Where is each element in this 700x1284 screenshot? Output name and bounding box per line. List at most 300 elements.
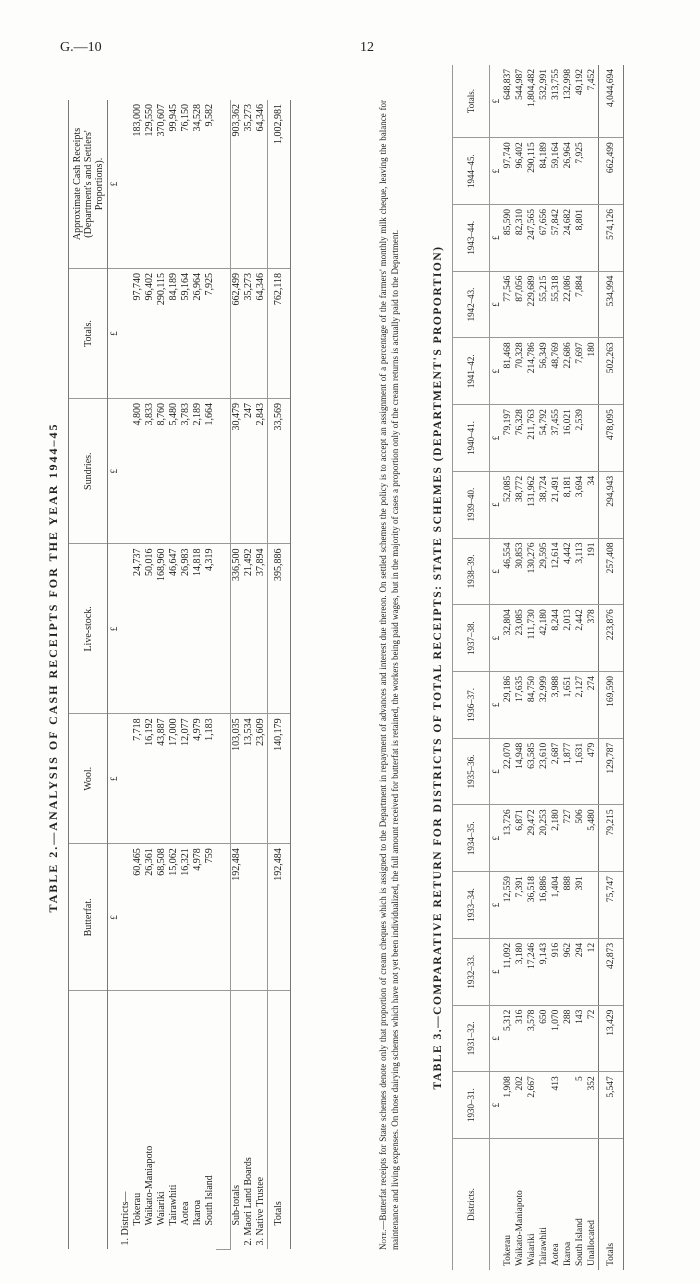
value-cell: 4,979 [192, 714, 204, 844]
group-row [120, 100, 132, 1250]
value-cell: 168,960 [156, 544, 168, 714]
value-cell: 111,730 [526, 605, 538, 672]
column-header [69, 991, 108, 1250]
blank-cell [120, 269, 132, 399]
value-cell: 14,818 [192, 544, 204, 714]
value-cell: 14,948 [514, 738, 526, 805]
value-cell: 17,635 [514, 671, 526, 738]
value-cell: 3,988 [550, 671, 562, 738]
value-cell: 22,086 [562, 271, 574, 338]
column-header: Butterfat. [69, 844, 108, 991]
value-cell: 378 [586, 605, 599, 672]
value-cell: 37,894 [255, 544, 268, 714]
value-cell: 2,189 [192, 398, 204, 544]
value-cell: 395,886 [268, 544, 291, 714]
value-cell: 34,528 [192, 100, 204, 269]
value-cell: 82,310 [514, 204, 526, 271]
value-cell: 43,887 [156, 714, 168, 844]
pound-sign: £ [108, 100, 121, 269]
value-cell: 103,035 [231, 714, 244, 844]
value-cell: 888 [562, 872, 574, 939]
column-header: 1931–32. [453, 1005, 490, 1072]
value-cell: 75,747 [599, 872, 624, 939]
district-label: Waikato-Maniapoto [144, 1145, 155, 1226]
table-row [156, 100, 168, 1250]
table-row [574, 65, 586, 1270]
pound-sign: £ [490, 805, 503, 872]
pound-sign: £ [490, 65, 503, 138]
value-cell: 24,737 [132, 544, 144, 714]
district-label: Waikato-Maniapoto [515, 1190, 525, 1266]
value-cell: 352 [586, 1072, 599, 1139]
value-cell: 3,113 [574, 538, 586, 605]
value-cell: 52,085 [502, 471, 514, 538]
column-header: 1938–39. [453, 538, 490, 605]
value-cell: 229,689 [526, 271, 538, 338]
table-row [243, 100, 255, 1250]
column-header: 1941–42. [453, 338, 490, 405]
table-row [180, 100, 192, 1250]
value-cell: 534,994 [599, 271, 624, 338]
district-label: South Island [575, 1218, 585, 1266]
value-cell: 3,578 [526, 1005, 538, 1072]
value-cell: 24,682 [562, 204, 574, 271]
table-row [132, 100, 144, 1250]
note-label: Note. [378, 1229, 388, 1250]
value-cell: 38,772 [514, 471, 526, 538]
value-cell: 762,118 [268, 269, 291, 399]
pound-sign: £ [490, 872, 503, 939]
table-row [562, 65, 574, 1270]
value-cell: 336,500 [231, 544, 244, 714]
value-cell: 140,179 [268, 714, 291, 844]
table2-title: TABLE 2.—ANALYSIS OF CASH RECEIPTS FOR THE YEAR 1944–45 [46, 422, 60, 913]
value-cell: 60,465 [132, 844, 144, 991]
value-cell: 247,565 [526, 204, 538, 271]
value-cell: 54,792 [538, 405, 550, 472]
value-cell: 46,647 [168, 544, 180, 714]
value-cell: 49,192 [574, 65, 586, 138]
table-row [204, 100, 216, 1250]
value-cell: 662,499 [231, 269, 244, 399]
value-cell: 77,546 [502, 271, 514, 338]
value-cell: 290,115 [156, 269, 168, 399]
value-cell: 288 [562, 1005, 574, 1072]
column-header: 1934–35. [453, 805, 490, 872]
value-cell: 16,321 [180, 844, 192, 991]
totals-label: Totals [599, 1139, 624, 1271]
blank-cell [216, 544, 231, 714]
value-cell: 84,189 [538, 138, 550, 205]
district-label: Tairawhiti [168, 1184, 179, 1226]
value-cell: 1,631 [574, 738, 586, 805]
value-cell: 727 [562, 805, 574, 872]
blank-cell [120, 714, 132, 844]
pound-sign: £ [108, 398, 121, 544]
value-cell: 1,664 [204, 398, 216, 544]
value-cell: 183,000 [132, 100, 144, 269]
value-cell: 38,724 [538, 471, 550, 538]
pound-sign: £ [490, 1005, 503, 1072]
value-cell: 29,472 [526, 805, 538, 872]
value-cell: 7,925 [204, 269, 216, 399]
value-cell: 99,945 [168, 100, 180, 269]
value-cell: 4,442 [562, 538, 574, 605]
value-cell: 26,964 [192, 269, 204, 399]
butterfat-note [377, 100, 401, 1250]
value-cell: 8,244 [550, 605, 562, 672]
value-cell: 192,484 [268, 844, 291, 991]
value-cell: 903,362 [231, 100, 244, 269]
pound-sign: £ [490, 471, 503, 538]
value-cell: 211,763 [526, 405, 538, 472]
value-cell: 1,908 [502, 1072, 514, 1139]
blank-cell [216, 269, 231, 399]
value-cell: 1,183 [204, 714, 216, 844]
value-cell: 84,189 [168, 269, 180, 399]
value-cell: 97,740 [502, 138, 514, 205]
value-cell: 1,877 [562, 738, 574, 805]
value-cell: 8,760 [156, 398, 168, 544]
value-cell: 55,318 [550, 271, 562, 338]
blank-cell [120, 844, 132, 991]
column-header: 1937–38. [453, 605, 490, 672]
value-cell: 316 [514, 1005, 526, 1072]
value-cell: 15,062 [168, 844, 180, 991]
group-label: 1. Districts— [120, 1191, 131, 1246]
table-row [502, 65, 514, 1270]
pound-sign: £ [108, 269, 121, 399]
value-cell: 79,215 [599, 805, 624, 872]
value-cell: 506 [574, 805, 586, 872]
value-cell: 129,550 [144, 100, 156, 269]
value-cell: 478,095 [599, 405, 624, 472]
value-cell: 916 [550, 938, 562, 1005]
value-cell: 6,871 [514, 805, 526, 872]
table-row [538, 65, 550, 1270]
pound-sign: £ [108, 844, 121, 991]
pound-sign: £ [490, 271, 503, 338]
column-header: 1932–33. [453, 938, 490, 1005]
value-cell: 7,925 [574, 138, 586, 205]
column-header: Districts. [453, 1139, 490, 1271]
value-cell: 8,181 [562, 471, 574, 538]
value-cell: 84,750 [526, 671, 538, 738]
subtotal-label: Sub-totals [231, 991, 244, 1250]
value-cell: 79,197 [502, 405, 514, 472]
value-cell: 143 [574, 1005, 586, 1072]
value-cell: 76,150 [180, 100, 192, 269]
district-label: Tokerau [132, 1192, 143, 1226]
value-cell: 42,180 [538, 605, 550, 672]
value-cell [586, 271, 599, 338]
column-header: 1940–41. [453, 405, 490, 472]
blank-cell [216, 844, 231, 991]
value-cell: 23,610 [538, 738, 550, 805]
table3-title: TABLE 3.—COMPARATIVE RETURN FOR DISTRICTS OF TOTAL RECEIPTS: STATE SCHEMES (DEPARTMENT'S PROPORTION) [432, 245, 444, 1090]
value-cell: 3,694 [574, 471, 586, 538]
value-cell: 962 [562, 938, 574, 1005]
value-cell: 3,833 [144, 398, 156, 544]
value-cell: 574,126 [599, 204, 624, 271]
value-cell: 50,016 [144, 544, 156, 714]
value-cell: 313,755 [550, 65, 562, 138]
pound-row [490, 65, 503, 1270]
blank-cell [108, 991, 121, 1250]
blank-cell [120, 100, 132, 269]
value-cell: 169,590 [599, 671, 624, 738]
value-cell: 29,595 [538, 538, 550, 605]
value-cell: 35,273 [243, 269, 255, 399]
value-cell: 3,783 [180, 398, 192, 544]
blank-cell [216, 991, 231, 1250]
value-cell: 2,180 [550, 805, 562, 872]
district-label: Aotea [551, 1243, 561, 1266]
value-cell: 21,491 [550, 471, 562, 538]
value-cell: 11,092 [502, 938, 514, 1005]
value-cell: 32,999 [538, 671, 550, 738]
value-cell: 223,876 [599, 605, 624, 672]
column-header: Totals. [453, 65, 490, 138]
blank-cell [216, 100, 231, 269]
value-cell: 64,346 [255, 100, 268, 269]
value-cell: 2,843 [255, 398, 268, 544]
value-cell: 17,246 [526, 938, 538, 1005]
value-cell: 96,402 [514, 138, 526, 205]
value-cell: 4,800 [132, 398, 144, 544]
value-cell: 16,021 [562, 405, 574, 472]
value-cell: 76,328 [514, 405, 526, 472]
cash-receipts-table [68, 100, 291, 1250]
value-cell: 32,804 [502, 605, 514, 672]
value-cell: 30,853 [514, 538, 526, 605]
value-cell: 81,468 [502, 338, 514, 405]
value-cell: 274 [586, 671, 599, 738]
value-cell: 26,983 [180, 544, 192, 714]
value-cell: 370,607 [156, 100, 168, 269]
value-cell: 4,044,694 [599, 65, 624, 138]
value-cell: 9,143 [538, 938, 550, 1005]
value-cell: 55,215 [538, 271, 550, 338]
value-cell [586, 872, 599, 939]
table-row [514, 65, 526, 1270]
value-cell: 33,569 [268, 398, 291, 544]
value-cell: 5,480 [168, 398, 180, 544]
value-cell: 7,452 [586, 65, 599, 138]
value-cell: 7,718 [132, 714, 144, 844]
value-cell: 502,263 [599, 338, 624, 405]
table-row [526, 65, 538, 1270]
column-header: 1935–36. [453, 738, 490, 805]
table-row [550, 65, 562, 1270]
pound-sign: £ [490, 405, 503, 472]
value-cell: 59,164 [550, 138, 562, 205]
value-cell: 13,429 [599, 1005, 624, 1072]
district-label: Tairawhiti [539, 1227, 549, 1266]
district-label: Ikaroa [192, 1199, 203, 1226]
totals-row [268, 100, 291, 1250]
value-cell: 64,346 [255, 269, 268, 399]
value-cell: 662,499 [599, 138, 624, 205]
value-cell: 34 [586, 471, 599, 538]
value-cell: 1,070 [550, 1005, 562, 1072]
row-label: 2. Maori Land Boards [243, 1157, 254, 1246]
value-cell: 87,056 [514, 271, 526, 338]
value-cell: 1,651 [562, 671, 574, 738]
value-cell: 16,886 [538, 872, 550, 939]
pound-sign: £ [108, 544, 121, 714]
value-cell: 4,319 [204, 544, 216, 714]
value-cell: 413 [550, 1072, 562, 1139]
table-row [144, 100, 156, 1250]
value-cell: 130,276 [526, 538, 538, 605]
value-cell: 37,455 [550, 405, 562, 472]
note-text: —Butterfat receipts for State schemes denote only that proportion of cream cheques which is assigned to the Department in repayment of advances and interest due thereon. On settled schemes the policy is to accept an assignment of a percentage of the farmers' monthly milk cheque, leaving the balance for maintenance and living expenses. On those dairying schemes which have not yet been individualized, the full amount received for butterfat is retained, the workers being paid wages, but in the majority of cases a proportion only of the cream returns is actually paid to the Department. [378, 100, 400, 1250]
value-cell: 23,085 [514, 605, 526, 672]
value-cell: 13,534 [243, 714, 255, 844]
blank-cell [216, 714, 231, 844]
value-cell: 17,000 [168, 714, 180, 844]
value-cell: 257,408 [599, 538, 624, 605]
table-row [168, 100, 180, 1250]
value-cell [562, 1072, 574, 1139]
value-cell: 650 [538, 1005, 550, 1072]
column-header: 1930–31. [453, 1072, 490, 1139]
value-cell: 63,585 [526, 738, 538, 805]
value-cell: 96,402 [144, 269, 156, 399]
value-cell: 57,842 [550, 204, 562, 271]
value-cell: 2,687 [550, 738, 562, 805]
column-header: 1936–37. [453, 671, 490, 738]
column-header: Wool. [69, 714, 108, 844]
value-cell [538, 1072, 550, 1139]
page-number: 12 [360, 40, 374, 55]
column-header: 1943–44. [453, 204, 490, 271]
value-cell: 23,609 [255, 714, 268, 844]
value-cell: 294 [574, 938, 586, 1005]
value-cell [243, 844, 255, 991]
value-cell [586, 204, 599, 271]
gap-row [216, 100, 231, 1250]
value-cell: 22,686 [562, 338, 574, 405]
value-cell: 13,726 [502, 805, 514, 872]
value-cell: 48,769 [550, 338, 562, 405]
value-cell: 5,312 [502, 1005, 514, 1072]
value-cell: 16,192 [144, 714, 156, 844]
column-header: Totals. [69, 269, 108, 399]
value-cell: 2,667 [526, 1072, 538, 1139]
value-cell: 648,837 [502, 65, 514, 138]
pound-sign: £ [490, 204, 503, 271]
value-cell: 22,070 [502, 738, 514, 805]
pound-sign: £ [490, 671, 503, 738]
value-cell: 294,943 [599, 471, 624, 538]
blank-cell [490, 1139, 503, 1271]
district-label: Unallocated [587, 1220, 597, 1266]
district-label: Waiariki [156, 1191, 167, 1226]
column-header: Approximate Cash Receipts (Department's and Settlers' Proportions). [69, 100, 108, 269]
value-cell: 1,404 [550, 872, 562, 939]
value-cell: 29,186 [502, 671, 514, 738]
value-cell: 7,697 [574, 338, 586, 405]
value-cell: 68,508 [156, 844, 168, 991]
value-cell: 191 [586, 538, 599, 605]
value-cell: 5,480 [586, 805, 599, 872]
district-label: Aotea [180, 1201, 191, 1226]
pound-sign: £ [108, 714, 121, 844]
value-cell: 67,656 [538, 204, 550, 271]
pound-sign: £ [490, 1072, 503, 1139]
subtotal-row [231, 100, 244, 1250]
value-cell: 12,077 [180, 714, 192, 844]
value-cell: 9,582 [204, 100, 216, 269]
value-cell: 70,328 [514, 338, 526, 405]
value-cell: 129,787 [599, 738, 624, 805]
pound-sign: £ [490, 538, 503, 605]
value-cell: 131,962 [526, 471, 538, 538]
value-cell: 56,349 [538, 338, 550, 405]
value-cell [586, 405, 599, 472]
value-cell [255, 844, 268, 991]
value-cell: 247 [243, 398, 255, 544]
district-label: South Island [204, 1175, 215, 1226]
column-header: 1933–34. [453, 872, 490, 939]
row-label: 3. Native Trustee [255, 1176, 266, 1246]
comparative-return-table [452, 65, 624, 1270]
value-cell: 5,547 [599, 1072, 624, 1139]
value-cell: 42,873 [599, 938, 624, 1005]
value-cell: 46,554 [502, 538, 514, 605]
table-row [255, 100, 268, 1250]
value-cell: 2,539 [574, 405, 586, 472]
value-cell: 85,590 [502, 204, 514, 271]
value-cell: 35,273 [243, 100, 255, 269]
value-cell: 214,786 [526, 338, 538, 405]
blank-cell [216, 398, 231, 544]
table-row [586, 65, 599, 1270]
value-cell: 26,361 [144, 844, 156, 991]
value-cell: 4,978 [192, 844, 204, 991]
value-cell: 5 [574, 1072, 586, 1139]
column-header: 1942–43. [453, 271, 490, 338]
pound-sign: £ [490, 138, 503, 205]
column-header: 1939–40. [453, 471, 490, 538]
value-cell: 2,013 [562, 605, 574, 672]
column-header: Live-stock. [69, 544, 108, 714]
value-cell: 1,804,482 [526, 65, 538, 138]
pound-row [108, 100, 121, 1250]
value-cell: 202 [514, 1072, 526, 1139]
table-row [192, 100, 204, 1250]
value-cell: 2,127 [574, 671, 586, 738]
totals-label: Totals [268, 991, 291, 1250]
value-cell: 7,884 [574, 271, 586, 338]
value-cell: 759 [204, 844, 216, 991]
value-cell: 192,484 [231, 844, 244, 991]
value-cell: 391 [574, 872, 586, 939]
value-cell: 12,614 [550, 538, 562, 605]
value-cell: 7,391 [514, 872, 526, 939]
value-cell: 20,253 [538, 805, 550, 872]
district-label: Tokerau [503, 1235, 513, 1266]
district-label: Waiariki [527, 1233, 537, 1266]
value-cell: 132,998 [562, 65, 574, 138]
value-cell: 8,801 [574, 204, 586, 271]
page-code: G.—10 [60, 40, 102, 55]
value-cell: 72 [586, 1005, 599, 1072]
value-cell: 59,164 [180, 269, 192, 399]
rotated-page-content [40, 65, 680, 1270]
